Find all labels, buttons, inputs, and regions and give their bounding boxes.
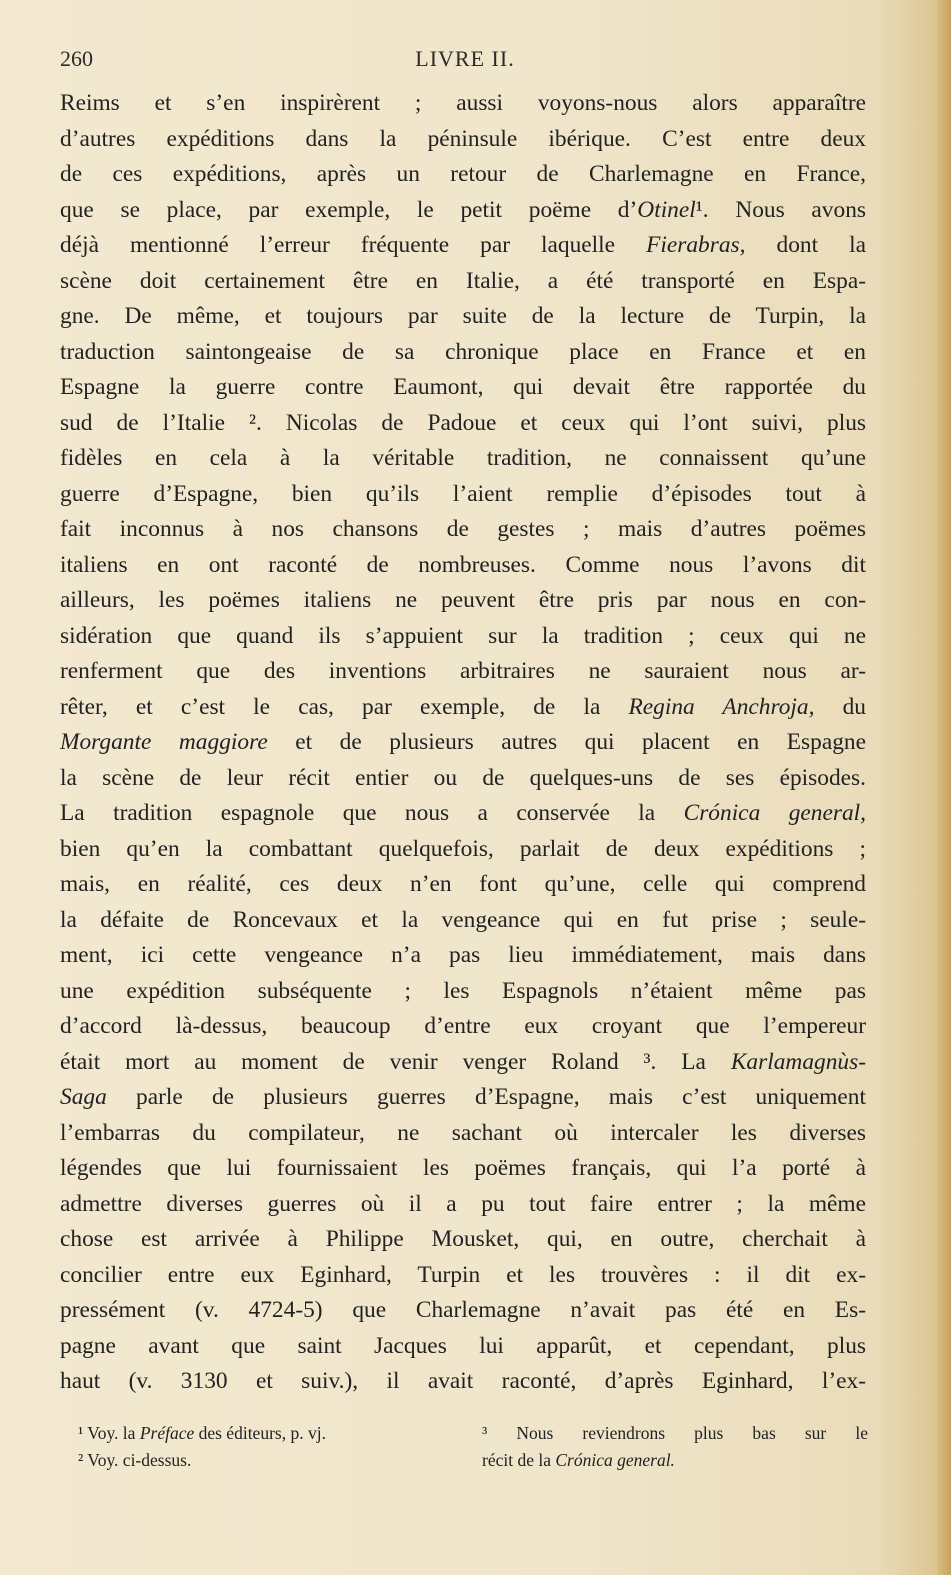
text-line: concilier entre eux Eginhard, Turpin et les trouvères : il dit ex- <box>60 1261 866 1288</box>
text-line: que se place, par exemple, le petit poëme d’Otinel¹. Nous avons <box>60 196 866 223</box>
text-line: légendes que lui fournissaient les poëmes français, qui l’a porté à <box>60 1155 866 1181</box>
text-line: pressément (v. 4724-5) que Charlemagne n’avait pas été en Es- <box>60 1297 866 1323</box>
text-line: rêter, et c’est le cas, par exemple, de la Regina Anchroja, du <box>60 693 866 720</box>
text-line: pagne avant que saint Jacques lui apparût, et cependant, plus <box>60 1332 866 1359</box>
text-line: ment, ici cette vengeance n’a pas lieu immédiatement, mais dans <box>60 942 866 968</box>
text-line: fait inconnus à nos chansons de gestes ; mais d’autres poëmes <box>60 516 866 542</box>
text-line: de ces expéditions, après un retour de Charlemagne en France, <box>60 161 866 187</box>
text-line: traduction saintongeaise de sa chronique place en France et en <box>60 338 866 365</box>
text-line: chose est arrivée à Philippe Mousket, qui, en outre, cherchait à <box>60 1226 866 1252</box>
text-line: la défaite de Roncevaux et la vengeance qui en fut prise ; seule- <box>60 906 866 933</box>
footnotes-right-column <box>482 1420 868 1474</box>
footnote-line: ² Voy. ci-dessus. <box>78 1450 192 1470</box>
text-line: Espagne la guerre contre Eaumont, qui devait être rapportée du <box>60 374 866 400</box>
page-edge <box>937 0 951 1575</box>
text-line: une expédition subséquente ; les Espagnols n’étaient même pas <box>60 977 866 1004</box>
text-line: admettre diverses guerres où il a pu tout faire entrer ; la même <box>60 1190 866 1217</box>
page-number: 260 <box>60 46 93 71</box>
text-line: haut (v. 3130 et suiv.), il avait raconté, d’après Eginhard, l’ex- <box>60 1368 866 1394</box>
footnote-line: ³ Nous reviendrons plus bas sur le <box>482 1423 868 1443</box>
text-line: scène doit certainement être en Italie, a été transporté en Espa- <box>60 267 866 294</box>
text-line: gne. De même, et toujours par suite de la lecture de Turpin, la <box>60 303 866 329</box>
text-line: ailleurs, les poëmes italiens ne peuvent être pris par nous en con- <box>60 587 866 613</box>
text-line: déjà mentionné l’erreur fréquente par laquelle Fierabras, dont la <box>60 232 866 258</box>
running-head <box>60 46 870 76</box>
footnotes-left-column <box>78 1420 468 1474</box>
text-line: renferment que des inventions arbitraires ne sauraient nous ar- <box>60 658 866 684</box>
text-line: italiens en ont raconté de nombreuses. Comme nous l’avons dit <box>60 551 866 578</box>
text-line: était mort au moment de venir venger Roland ³. La Karlamagnùs- <box>60 1048 866 1075</box>
text-line: guerre d’Espagne, bien qu’ils l’aient remplie d’épisodes tout à <box>60 480 866 507</box>
text-line: La tradition espagnole que nous a conservée la Crónica general, <box>60 800 866 826</box>
footnote-line: ¹ Voy. la Préface des éditeurs, p. vj. <box>78 1423 326 1443</box>
text-line: sud de l’Italie ². Nicolas de Padoue et ceux qui l’ont suivi, plus <box>60 409 866 436</box>
text-line: sidération que quand ils s’appuient sur la tradition ; ceux qui ne <box>60 622 866 649</box>
text-line: bien qu’en la combattant quelquefois, parlait de deux expéditions ; <box>60 835 866 862</box>
text-line: l’embarras du compilateur, ne sachant où intercaler les diverses <box>60 1119 866 1146</box>
text-line: la scène de leur récit entier ou de quelques-uns de ses épisodes. <box>60 764 866 791</box>
text-line: Morgante maggiore et de plusieurs autres qui placent en Espagne <box>60 729 866 755</box>
text-line: fidèles en cela à la véritable tradition, ne connaissent qu’une <box>60 445 866 471</box>
footnote-line: récit de la Crónica general. <box>482 1450 675 1470</box>
text-line: mais, en réalité, ces deux n’en font qu’une, celle qui comprend <box>60 871 866 897</box>
running-title: LIVRE II. <box>415 46 515 71</box>
body-text <box>60 86 866 1400</box>
text-line: d’accord là-dessus, beaucoup d’entre eux croyant que l’empereur <box>60 1013 866 1039</box>
text-line: Saga parle de plusieurs guerres d’Espagne, mais c’est uniquement <box>60 1084 866 1110</box>
text-line: Reims et s’en inspirèrent ; aussi voyons-nous alors apparaître <box>60 90 866 116</box>
text-line: d’autres expéditions dans la péninsule ibérique. C’est entre deux <box>60 125 866 152</box>
